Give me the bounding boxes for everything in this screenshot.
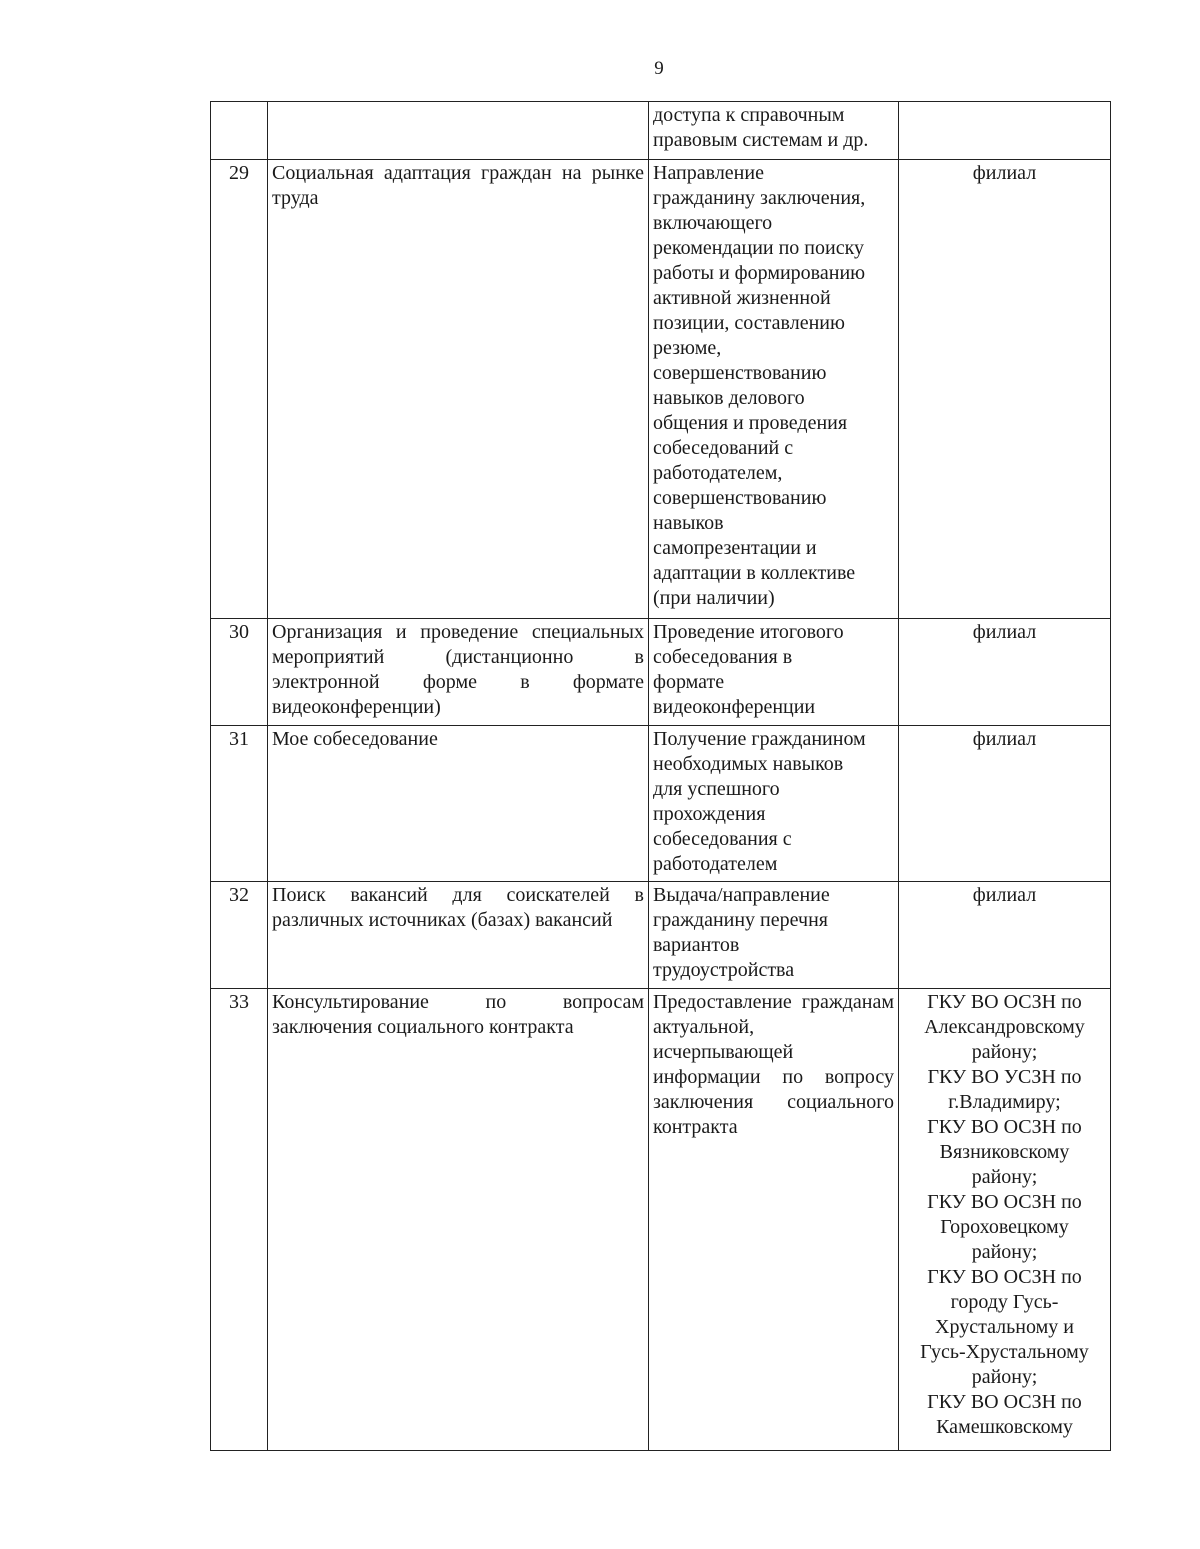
service-result: Выдача/направление гражданину перечня вариантов трудоустройства bbox=[649, 882, 899, 989]
service-executor: филиал bbox=[899, 619, 1111, 726]
row-number: 29 bbox=[211, 160, 268, 619]
service-name bbox=[268, 102, 649, 160]
row-number: 30 bbox=[211, 619, 268, 726]
table-row bbox=[211, 102, 1111, 160]
table-row bbox=[211, 989, 1111, 1451]
service-executor: ГКУ ВО ОСЗН по Александровскому району; ГКУ ВО УСЗН по г.Владимиру; ГКУ ВО ОСЗН по Вязниковскому району; ГКУ ВО ОСЗН по Гороховецкому району; ГКУ ВО ОСЗН по городу Гусь- Хрустальному и Гусь-Хрустальному району; ГКУ ВО ОСЗН по Камешковскому bbox=[899, 989, 1111, 1451]
row-number: 32 bbox=[211, 882, 268, 989]
service-executor: филиал bbox=[899, 160, 1111, 619]
service-name: Социальная адаптация граждан на рынке труда bbox=[268, 160, 649, 619]
table-row bbox=[211, 160, 1111, 619]
service-result: Получение гражданином необходимых навыков для успешного прохождения собеседования с работодателем bbox=[649, 726, 899, 882]
service-name: Консультирование по вопросам заключения социального контракта bbox=[268, 989, 649, 1451]
row-number: 33 bbox=[211, 989, 268, 1451]
service-name: Организация и проведение специальных мероприятий (дистанционно в электронной форме в формате видеоконференции) bbox=[268, 619, 649, 726]
service-name: Мое собеседование bbox=[268, 726, 649, 882]
service-executor: филиал bbox=[899, 882, 1111, 989]
service-result: Проведение итогового собеседования в формате видеоконференции bbox=[649, 619, 899, 726]
service-executor bbox=[899, 102, 1111, 160]
service-result: Предоставление гражданам актуальной, исчерпывающей информации по вопросу заключения социального контракта bbox=[649, 989, 899, 1451]
service-executor: филиал bbox=[899, 726, 1111, 882]
service-name: Поиск вакансий для соискателей в различных источниках (базах) вакансий bbox=[268, 882, 649, 989]
row-number: 31 bbox=[211, 726, 268, 882]
page-number: 9 bbox=[654, 58, 664, 79]
table-row bbox=[211, 726, 1111, 882]
row-number bbox=[211, 102, 268, 160]
table-row bbox=[211, 619, 1111, 726]
service-result: доступа к справочным правовым системам и др. bbox=[649, 102, 899, 160]
services-table bbox=[210, 101, 1111, 1451]
table-row bbox=[211, 882, 1111, 989]
service-result: Направление гражданину заключения, включающего рекомендации по поиску работы и формированию активной жизненной позиции, составлению резюме, совершенствованию навыков делового общения и проведения собеседований с работодателем, совершенствованию навыков самопрезентации и адаптации в коллективе (при наличии) bbox=[649, 160, 899, 619]
